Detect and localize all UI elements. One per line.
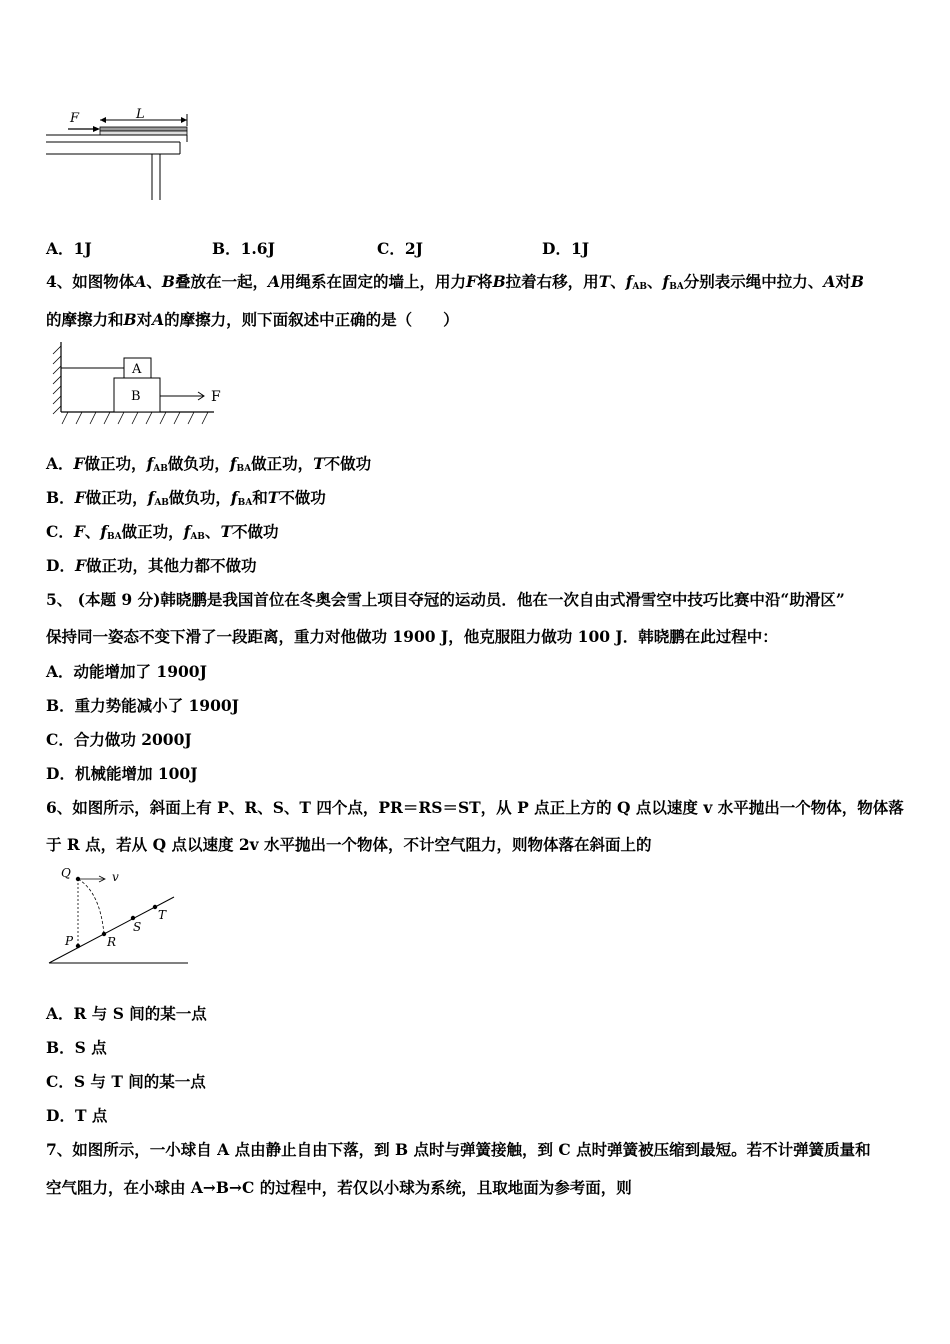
- length-label: L: [136, 107, 145, 122]
- force-label: F: [70, 111, 80, 126]
- q7-stem-line1: 7、如图所示，一小球自 A 点由静止自由下落，到 B 点时与弹簧接触，到 C 点时弹簧被压缩到最短。若不计弹簧质量和: [46, 1140, 871, 1159]
- point-r: [102, 932, 106, 936]
- label-v: v: [112, 870, 119, 884]
- q3-option-b[interactable]: B．1.6J: [212, 239, 275, 258]
- force-label: F: [211, 389, 221, 405]
- block-b-label: B: [131, 389, 141, 404]
- q3-option-a[interactable]: A．1J: [46, 239, 92, 258]
- label-r: R: [107, 935, 117, 949]
- q6-incline-figure: [44, 862, 194, 968]
- q6-option-d[interactable]: D．T 点: [46, 1106, 108, 1125]
- q3-table-figure: [40, 100, 200, 210]
- q4-option-b[interactable]: B．F做正功，$f_{AB}$做负功，$f_{BA}$和T不做功: [46, 488, 326, 508]
- q4-option-d[interactable]: D．F做正功，其他力都不做功: [46, 556, 257, 575]
- point-q: [76, 877, 80, 881]
- q4-option-a[interactable]: A．F做正功，$f_{AB}$做负功，$f_{BA}$做正功，T不做功: [46, 454, 372, 474]
- q6-option-b[interactable]: B．S 点: [46, 1038, 107, 1057]
- q5-stem-line2: 保持同一姿态不变下滑了一段距离，重力对他做功 1900 J，他克服阻力做功 100 J．韩晓鹏在此过程中：: [46, 627, 778, 646]
- q6-option-c[interactable]: C．S 与 T 间的某一点: [46, 1072, 206, 1091]
- q4-option-c[interactable]: C．F、$f_{BA}$做正功，$f_{AB}$、T不做功: [46, 522, 279, 542]
- q5-option-b[interactable]: B．重力势能减小了 1900J: [46, 696, 239, 715]
- q6-option-a[interactable]: A．R 与 S 间的某一点: [46, 1004, 207, 1023]
- q7-stem-line2: 空气阻力，在小球由 A→B→C 的过程中，若仅以小球为系统，且取地面为参考面，则: [46, 1178, 632, 1197]
- q3-option-c[interactable]: C．2J: [377, 239, 423, 258]
- label-t: T: [158, 908, 167, 922]
- q5-option-c[interactable]: C．合力做功 2000J: [46, 730, 192, 749]
- q5-stem-line1: 5、 (本题 9 分)韩晓鹏是我国首位在冬奥会雪上项目夺冠的运动员．他在一次自由式滑雪空中技巧比赛中沿“助滑区”: [46, 590, 845, 609]
- label-s: S: [133, 920, 142, 934]
- block-a-label: A: [132, 362, 142, 377]
- plank: [100, 127, 187, 131]
- q6-stem-line1: 6、如图所示，斜面上有 P、R、S、T 四个点，PR＝RS＝ST，从 P 点正上方的 Q 点以速度 v 水平抛出一个物体，物体落: [46, 798, 904, 817]
- q4-stem-line1: 4、如图物体A、B叠放在一起，A用绳系在固定的墙上，用力F将B拉着右移，用T、$f_{AB}$、$f_{BA}$分别表示绳中拉力、A对B: [46, 272, 864, 292]
- label-q: Q: [61, 866, 71, 880]
- point-p: [76, 944, 80, 948]
- q3-option-d[interactable]: D．1J: [542, 239, 590, 258]
- q5-option-d[interactable]: D．机械能增加 100J: [46, 764, 198, 783]
- q4-stem-line2: 的摩擦力和B对A的摩擦力，则下面叙述中正确的是（ ）: [46, 310, 459, 329]
- q6-stem-line2: 于 R 点，若从 Q 点以速度 2v 水平抛出一个物体，不计空气阻力，则物体落在斜面上的: [46, 835, 652, 854]
- trajectory: [78, 879, 104, 934]
- label-p: P: [65, 934, 74, 948]
- q5-option-a[interactable]: A．动能增加了 1900J: [46, 662, 207, 681]
- point-t: [153, 905, 157, 909]
- q4-blocks-figure: [44, 338, 234, 430]
